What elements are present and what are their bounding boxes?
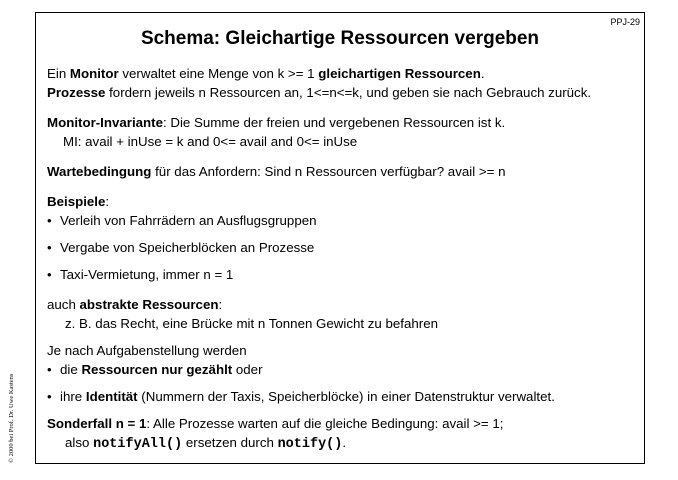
list-item: • Vergabe von Speicherblöcken an Prozesse	[47, 240, 315, 255]
task-intro: Je nach Aufgabenstellung werden	[47, 343, 247, 358]
abstract-line: auch abstrakte Ressourcen:	[47, 297, 223, 312]
bullet-icon: •	[47, 389, 52, 404]
term-processes: Prozesse	[47, 85, 106, 100]
special-case-line: Sonderfall n = 1: Alle Prozesse warten auf die gleiche Bedingung: avail >= 1;	[47, 416, 504, 431]
list-item: • ihre Identität (Nummern der Taxis, Speicherblöcke) in einer Datenstruktur verwaltet.	[47, 389, 555, 404]
code-notifyall: notifyAll()	[93, 437, 183, 452]
page-id: PPJ-29	[610, 17, 640, 27]
invariant-line: Monitor-Invariante: Die Summe der freien und vergebenen Ressourcen ist k.	[47, 115, 506, 130]
examples-heading: Beispiele:	[47, 194, 110, 209]
term-counted: Ressourcen nur gezählt	[81, 362, 233, 377]
bullet-icon: •	[47, 240, 52, 255]
bullet-icon: •	[47, 362, 52, 377]
abstract-example: z. B. das Recht, eine Brücke mit n Tonnen Gewicht zu befahren	[65, 316, 439, 331]
bullet-icon: •	[47, 213, 52, 228]
special-case-code-line: also notifyAll() ersetzen durch notify().	[65, 435, 347, 452]
term-special-case: Sonderfall n = 1	[47, 416, 147, 431]
term-resources: gleichartigen Ressourcen	[318, 66, 481, 81]
intro-line-1: Ein Monitor verwaltet eine Menge von k >= 1 gleichartigen Ressourcen.	[47, 66, 485, 81]
term-invariant: Monitor-Invariante	[47, 115, 163, 130]
term-monitor: Monitor	[69, 66, 119, 81]
slide-content	[47, 64, 639, 452]
invariant-formula: MI: avail + inUse = k and 0<= avail and 0<= inUse	[63, 134, 358, 149]
copyright-notice: © 2000 bei Prof. Dr. Uwe Kastens	[8, 373, 15, 463]
list-item: • Taxi-Vermietung, immer n = 1	[47, 267, 234, 282]
list-item: • Verleih von Fahrrädern an Ausflugsgruppen	[47, 213, 317, 228]
bullet-icon: •	[47, 267, 52, 282]
term-abstract-resources: abstrakte Ressourcen	[79, 297, 219, 312]
list-item: • die Ressourcen nur gezählt oder	[47, 362, 263, 377]
term-identity: Identität	[85, 389, 138, 404]
wait-condition-line: Wartebedingung für das Anfordern: Sind n Ressourcen verfügbar? avail >= n	[47, 164, 506, 179]
code-notify: notify()	[277, 437, 343, 452]
intro-line-2: Prozesse fordern jeweils n Ressourcen an, 1<=n<=k, und geben sie nach Gebrauch zurück.	[47, 85, 592, 100]
page-title: Schema: Gleichartige Ressourcen vergeben	[140, 28, 540, 49]
term-wait-condition: Wartebedingung	[47, 164, 152, 179]
